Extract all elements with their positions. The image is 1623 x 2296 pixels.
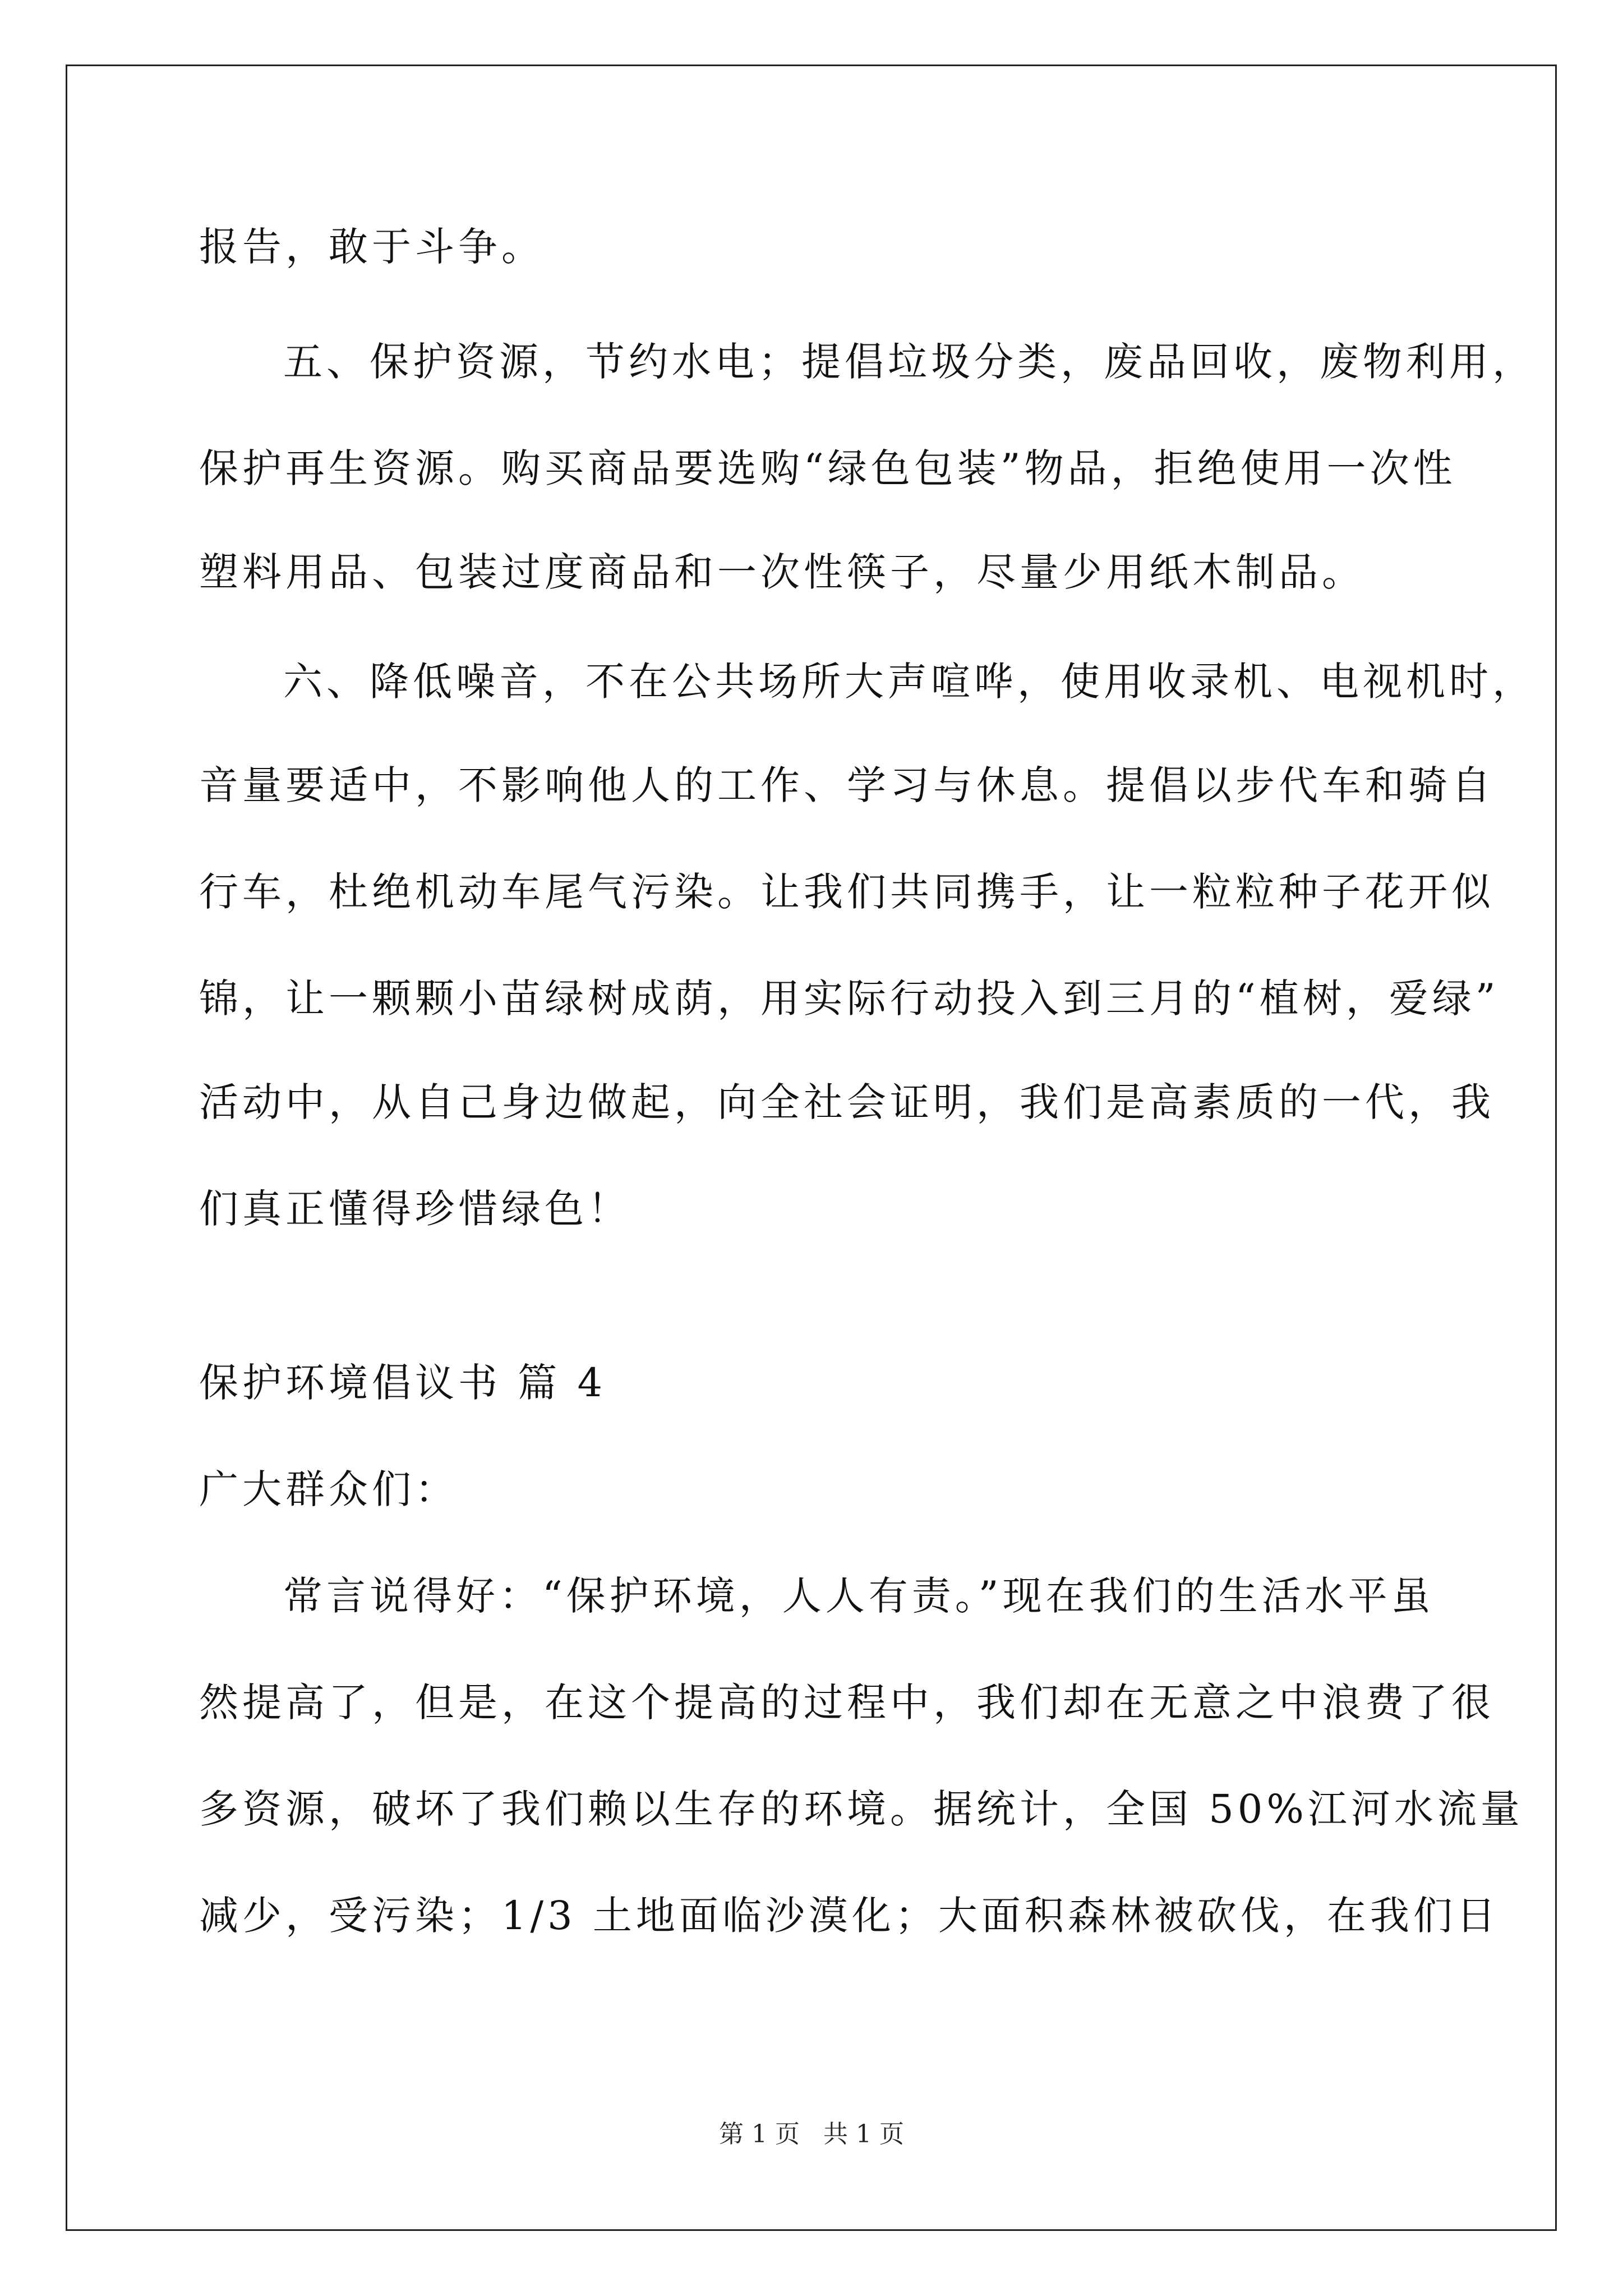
paragraph-five-start: 五、保护资源，节约水电；提倡垃圾分类，废品回收，废物利用， <box>283 339 1536 385</box>
paragraph-start: 常言说得好：“保护环境，人人有责。”现在我们的生活水平虽 <box>283 1573 1435 1619</box>
text-line: 塑料用品、包装过度商品和一次性筷子，尽量少用纸木制品。 <box>199 549 1365 595</box>
paragraph-six-start: 六、降低噪音，不在公共场所大声喧哗，使用收录机、电视机时， <box>283 659 1536 705</box>
text-line: 行车，杜绝机动车尾气污染。让我们共同携手，让一粒粒种子花开似 <box>199 869 1495 915</box>
text-line: 们真正懂得珍惜绿色！ <box>199 1186 631 1232</box>
page-footer: 第 1 页 共 1 页 <box>719 2120 904 2148</box>
salutation: 广大群众们： <box>199 1466 458 1512</box>
text-line: 锦，让一颗颗小苗绿树成荫，用实际行动投入到三月的“植树，爱绿” <box>199 976 1500 1022</box>
text-line: 多资源，破坏了我们赖以生存的环境。据统计，全国 50%江河水流量 <box>199 1786 1524 1832</box>
text-line: 音量要适中，不影响他人的工作、学习与休息。提倡以步代车和骑自 <box>199 762 1495 808</box>
text-line: 活动中，从自己身边做起，向全社会证明，我们是高素质的一代，我 <box>199 1079 1495 1125</box>
text-line: 报告，敢于斗争。 <box>199 224 545 270</box>
text-line: 减少，受污染；1/3 土地面临沙漠化；大面积森林被砍伐，在我们日 <box>199 1893 1500 1939</box>
section-heading: 保护环境倡议书 篇 4 <box>199 1360 607 1406</box>
text-line: 保护再生资源。购买商品要选购“绿色包装”物品，拒绝使用一次性 <box>199 445 1456 491</box>
text-line: 然提高了，但是，在这个提高的过程中，我们却在无意之中浪费了很 <box>199 1680 1495 1726</box>
